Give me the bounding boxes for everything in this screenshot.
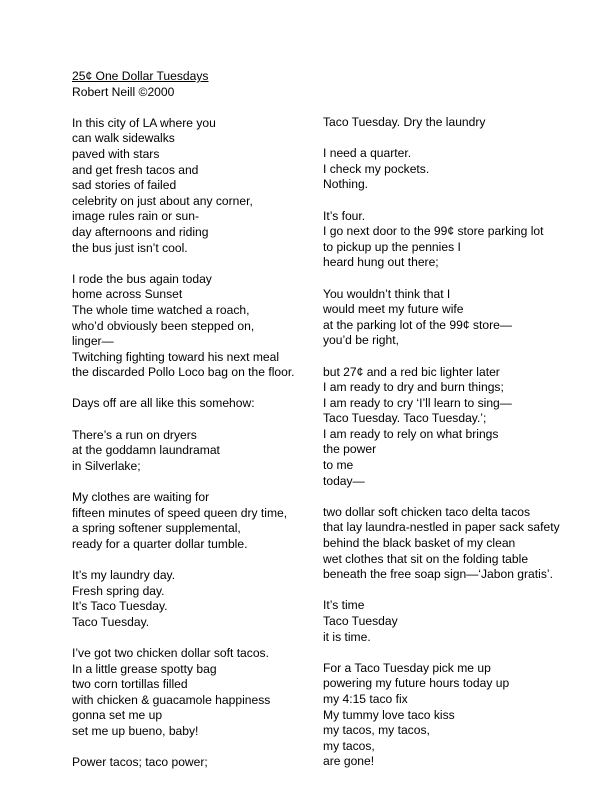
poem-line: It’s time [323,598,365,613]
poem-line: in Silverlake; [72,458,141,473]
poem-line: I am ready to cry ‘I’ll learn to sing— [323,395,512,410]
poem-line: the discarded Pollo Loco bag on the floor. [72,365,295,380]
poem-line: I need a quarter. [323,146,412,161]
poem-line: can walk sidewalks [72,131,175,146]
poem-line: It’s four. [323,208,366,223]
poem-line: Taco Tuesday. Dry the laundry [323,115,486,129]
poem-line: day afternoons and riding [72,224,209,239]
stanza [323,598,583,645]
poem-line: fifteen minutes of speed queen dry time, [72,505,288,520]
poem-line: You wouldn’t think that I [323,286,451,301]
poem-line: wet clothes that sit on the folding table [323,551,529,566]
right-stanzas [323,115,583,770]
poem-line: I am ready to rely on what brings [323,426,499,441]
stanza [323,209,583,271]
poem-line: I go next door to the 99¢ store parking lot [323,224,544,239]
poem-line: Taco Tuesday [323,614,398,628]
stanza [72,428,312,475]
poem-line: linger— [72,334,114,349]
poem-line: to pickup up the pennies I [323,239,461,254]
poem-line: two dollar soft chicken taco delta tacos [323,504,531,519]
poem-line: would meet my future wife [323,302,464,317]
poem-line: I’ve got two chicken dollar soft tacos. [72,645,269,660]
poem-line: who’d obviously been stepped on, [72,318,255,333]
stanza [72,568,312,630]
poem-line: my tacos, [323,738,375,753]
stanza [323,146,583,193]
poem-line: that lay laundra-nestled in paper sack safety [323,520,560,535]
poem-line: Power tacos; taco power; [72,755,208,770]
poem-line: behind the black basket of my clean [323,536,516,551]
poem-author: Robert Neill ©2000 [72,84,175,99]
poem-line: a spring softener supplemental, [72,521,241,536]
poem-line: The whole time watched a roach, [72,302,250,317]
poem-line: the power [323,442,377,457]
poem-line: and get fresh tacos and [72,162,199,177]
poem-title: 25¢ One Dollar Tuesdays [72,69,209,83]
poem-line: heard hung out there; [323,255,439,270]
poem-line: In this city of LA where you [72,115,216,130]
poem-line: at the parking lot of the 99¢ store— [323,317,512,332]
poem-line: I rode the bus again today [72,271,212,286]
poem-line: the bus just isn’t cool. [72,240,188,255]
stanza [323,115,583,131]
left-column [72,69,312,786]
poem-line: gonna set me up [72,708,163,723]
poem-line: beneath the free soap sign—‘Jabon gratis’. [323,567,553,582]
poem-line: at the goddamn laundramat [72,443,220,458]
stanza [72,755,312,771]
poem-line: sad stories of failed [72,178,177,193]
poem-line: my 4:15 taco fix [323,691,408,706]
stanza [72,646,312,740]
poem-line: two corn tortillas filled [72,677,188,692]
poem-line: Twitching fighting toward his next meal [72,349,280,364]
stanza [323,505,583,583]
stanza [72,116,312,256]
poem-line: with chicken & guacamole happiness [72,692,271,707]
poem-line: My tummy love taco kiss [323,707,455,722]
stanza [72,272,312,381]
right-column [323,115,583,786]
poem-line: it is time. [323,629,371,644]
poem-line: image rules rain or sun- [72,209,200,224]
poem-line: ready for a quarter dollar tumble. [72,536,248,551]
poem-line: There’s a run on dryers [72,427,197,442]
poem-line: but 27¢ and a red bic lighter later [323,364,500,379]
stanza [323,365,583,490]
poem-line: Taco Tuesday. Taco Tuesday.’; [323,411,487,426]
poem-line: Nothing. [323,177,369,192]
poem-line: Days off are all like this somehow: [72,396,255,411]
poem-line: My clothes are waiting for [72,490,210,505]
poem-line: In a little grease spotty bag [72,661,217,676]
poem-line: my tacos, my tacos, [323,723,430,738]
stanza [323,661,583,770]
left-stanzas [72,116,312,771]
poem-line: powering my future hours today up [323,676,510,691]
poem-line: today— [323,473,365,488]
poem-line: It’s my laundry day. [72,568,176,582]
poem-line: I check my pockets. [323,161,430,176]
poem-line: are gone! [323,754,375,769]
poem-line: For a Taco Tuesday pick me up [323,660,491,675]
stanza [72,396,312,412]
poem-line: you’d be right, [323,333,399,348]
poem-line: paved with stars [72,146,160,161]
poem-line: I am ready to dry and burn things; [323,380,504,395]
poem-line: Taco Tuesday. [72,614,150,629]
poem-line: home across Sunset [72,287,183,302]
poem-line: set me up bueno, baby! [72,723,199,738]
poem-line: to me [323,458,354,473]
poem-line: Fresh spring day. [72,583,165,598]
poem-header [72,69,312,100]
poem-line: It’s Taco Tuesday. [72,599,168,614]
stanza [72,490,312,552]
stanza [323,287,583,349]
poem-line: celebrity on just about any corner, [72,193,253,208]
